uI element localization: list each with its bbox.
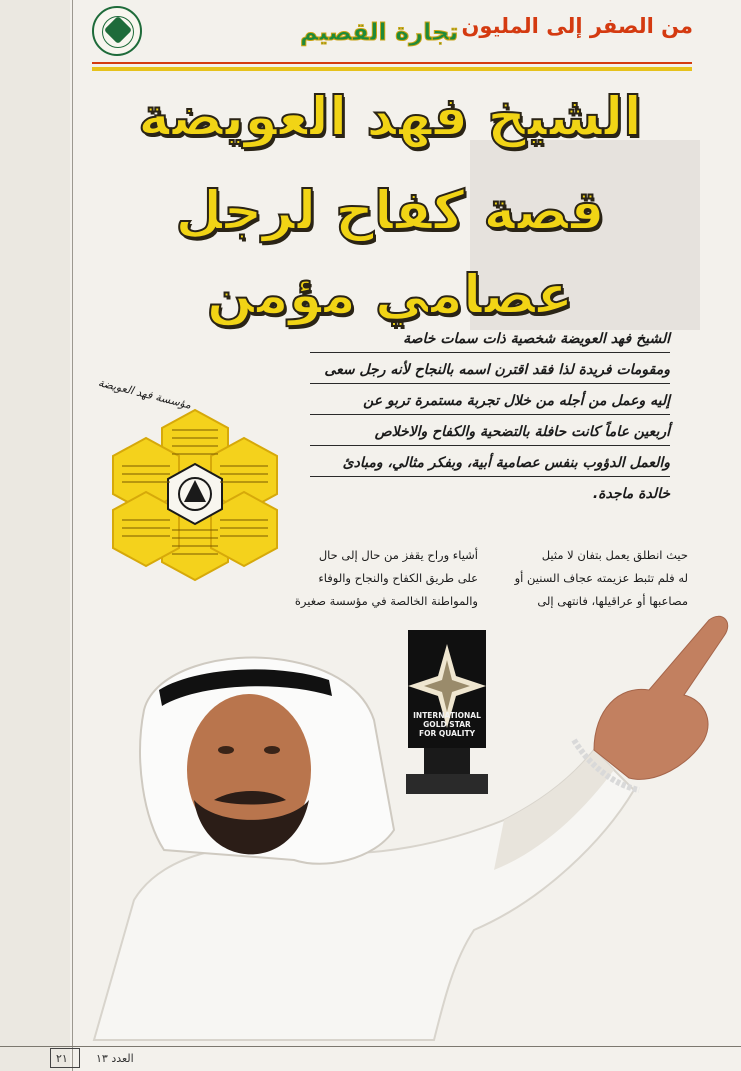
trophy-text-line1: INTERNATIONAL — [413, 711, 481, 720]
brand-text: تجارة القصيم — [300, 18, 459, 46]
gold-star-trophy — [400, 630, 492, 800]
brand-logo — [160, 12, 459, 50]
column-line: مصاعبها أو عراقيلها، فانتهى إلى — [537, 594, 688, 608]
intro-line: أربعين عاماً كانت حافلة بالتضحية والكفاح والاخلاص — [310, 419, 670, 446]
header-rule-red — [92, 62, 692, 64]
intro-line: ومقومات فريدة لذا فقد اقترن اسمه بالنجاح لأنه رجل سعى — [310, 357, 670, 384]
header-rule-yellow — [92, 67, 692, 71]
issue-label: العدد ١٣ — [96, 1052, 134, 1065]
intro-line: إليه وعمل من أجله من خلال تجربة مستمرة تربو عن — [310, 388, 670, 415]
footer-rule — [0, 1046, 741, 1047]
intro-line: والعمل الدؤوب بنفس عصامية أبية، وبفكر مثالي، ومبادئ — [310, 450, 670, 477]
intro-line: خالدة ماجدة. — [592, 486, 670, 502]
company-hex-logo — [100, 380, 290, 610]
column-line: على طريق الكفاح والنجاح والوفاء — [318, 571, 478, 585]
column-line: له فلم تثبط عزيمته عجاف السنين أو — [514, 571, 688, 585]
intro-line: الشيخ فهد العويضة شخصية ذات سمات خاصة — [310, 326, 670, 353]
emblem-seal — [92, 6, 142, 56]
section-label: من الصفر إلى المليون — [461, 14, 693, 38]
headline-line-3: عصامي مؤمن — [206, 263, 574, 326]
trophy-text-line3: FOR QUALITY — [418, 729, 476, 738]
column-line: أشياء وراح يقفز من حال إلى حال — [318, 548, 478, 562]
margin-rule — [72, 0, 73, 1071]
headline-line-2: قصة كفاح لرجل — [175, 179, 605, 242]
trophy-text-line2: GOLD STAR — [423, 720, 471, 729]
intro-paragraph — [310, 326, 670, 511]
column-line: حيث انطلق يعمل بتفان لا مثيل — [541, 548, 688, 562]
left-margin — [0, 0, 70, 1071]
logo-arc-caption: مؤسسة فهد العويضة — [96, 376, 193, 412]
page-number: ٢١ — [56, 1052, 68, 1065]
column-line: والمواطنة الخالصة في مؤسسة صغيرة — [294, 594, 478, 608]
headline-line-1: الشيخ فهد العويضة — [138, 85, 642, 148]
